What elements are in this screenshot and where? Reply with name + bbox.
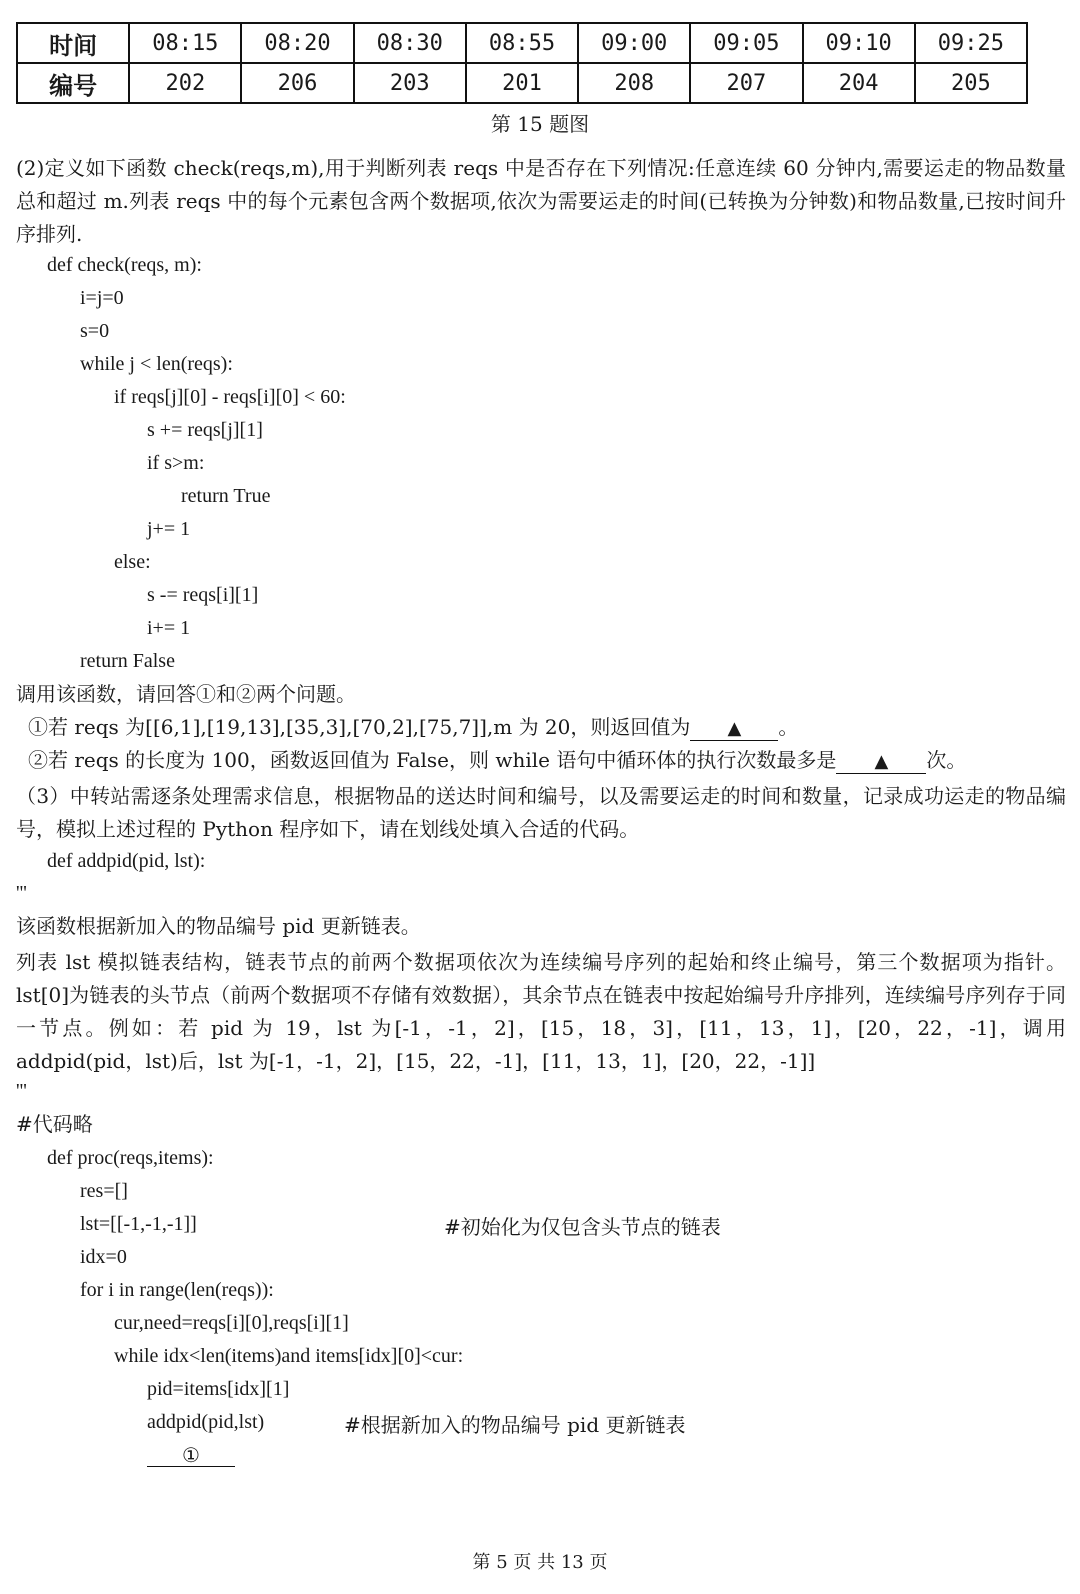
table-row: [17, 63, 1027, 103]
docstring-quote: ''': [16, 1080, 27, 1102]
code-comment: #初始化为仅包含头节点的链表: [444, 1215, 721, 1239]
code-line: i=j=0: [80, 287, 124, 309]
doc-line: 该函数根据新加入的物品编号 pid 更新链表。: [16, 914, 421, 938]
code-line: j+= 1: [147, 518, 191, 540]
schedule-table: [16, 22, 1028, 104]
table-cell: 08:15: [129, 23, 241, 63]
table-cell: 09:05: [690, 23, 802, 63]
code-line: def addpid(pid, lst):: [47, 850, 206, 872]
q3-intro: （3）中转站需逐条处理需求信息，根据物品的送达时间和编号，以及需要运走的时间和数量，记录成功运走的物品编号，模拟上述过程的 Python 程序如下，请在划线处填入合适的代码。: [16, 784, 1066, 841]
code-comment: #根据新加入的物品编号 pid 更新链表: [344, 1413, 686, 1437]
doc-paragraph: 列表 lst 模拟链表结构，链表节点的前两个数据项依次为连续编号序列的起始和终止编号，第三个数据项为指针。lst[0]为链表的头节点（前两个数据项不存储有效数据），其余节点在链表中按起始编号升序排列，连续编号序列存于同一节点。例如：若 pid 为 19，lst 为[-1，-1，2]，[15，18，3]，[11，13，1]，[20，22，-1]，调用 addpid(pid，lst)后，lst 为[-1，-1，2]，[15，22，-1]，[11，13，1]，[20，22，-1]]: [16, 950, 1066, 1073]
docstring-quote: ''': [16, 882, 27, 904]
table-cell: 205: [915, 63, 1027, 103]
table-cell: 08:30: [354, 23, 466, 63]
code-line: cur,need=reqs[i][0],reqs[i][1]: [114, 1312, 349, 1334]
code-line: def check(reqs, m):: [47, 254, 202, 276]
code-line: def proc(reqs,items):: [47, 1147, 214, 1169]
code-comment: #代码略: [16, 1112, 93, 1136]
table-cell: 09:25: [915, 23, 1027, 63]
q2-sub1-text: ①若 reqs 为[[6,1],[19,13],[35,3],[70,2],[75,7]],m 为 20，则返回值为: [28, 715, 691, 739]
code-line: if s>m:: [147, 452, 205, 474]
blank-1[interactable]: [147, 1442, 235, 1468]
code-line: s=0: [80, 320, 110, 342]
q2-intro: (2)定义如下函数 check(reqs,m),用于判断列表 reqs 中是否存在下列情况:任意连续 60 分钟内,需要运走的物品数量总和超过 m.列表 reqs 中的每个元素包含两个数据项,依次为需要运走的时间(已转换为分钟数)和物品数量,已按时间升序排列.: [16, 156, 1066, 246]
code-line: addpid(pid,lst): [147, 1411, 265, 1433]
table-header-id: 编号: [17, 63, 129, 103]
table-cell: 201: [466, 63, 578, 103]
figure-caption: 第 15 题图: [490, 112, 590, 136]
q2-sub2-text: ②若 reqs 的长度为 100，函数返回值为 False，则 while 语句中循环体的执行次数最多是: [28, 748, 837, 772]
code-line: return False: [80, 650, 175, 672]
q2-sub1-end: 。: [778, 715, 799, 739]
table-row: [17, 23, 1027, 63]
table-cell: 207: [690, 63, 802, 103]
code-line: lst=[[-1,-1,-1]]: [80, 1213, 197, 1235]
table-cell: 203: [354, 63, 466, 103]
code-line: while idx<len(items)and items[idx][0]<cur:: [114, 1345, 464, 1367]
q2-sub2-end: 次。: [926, 748, 967, 772]
code-line: i+= 1: [147, 617, 191, 639]
table-cell: 202: [129, 63, 241, 103]
table-cell: 208: [578, 63, 690, 103]
table-cell: 206: [241, 63, 353, 103]
code-line: return True: [181, 485, 271, 507]
table-cell: 09:00: [578, 23, 690, 63]
code-line: s += reqs[j][1]: [147, 419, 263, 441]
table-cell: 09:10: [803, 23, 915, 63]
code-line: s -= reqs[i][1]: [147, 584, 259, 606]
triangle-icon: ▲: [727, 718, 742, 739]
code-line: idx=0: [80, 1246, 127, 1268]
answer-blank[interactable]: [836, 749, 926, 774]
q2-sub2: [28, 747, 966, 774]
q2-prompt: 调用该函数，请回答①和②两个问题。: [16, 682, 356, 706]
code-line: for i in range(len(reqs)):: [80, 1279, 274, 1301]
code-line: while j < len(reqs):: [80, 353, 233, 375]
table-cell: 08:20: [241, 23, 353, 63]
answer-blank[interactable]: [690, 716, 778, 741]
page-footer: 第 5 页 共 13 页: [472, 1552, 608, 1573]
table-cell: 204: [803, 63, 915, 103]
triangle-icon: ▲: [874, 751, 889, 772]
code-line: if reqs[j][0] - reqs[i][0] < 60:: [114, 386, 346, 408]
q2-sub1: [28, 714, 798, 741]
answer-blank[interactable]: ①: [147, 1444, 235, 1467]
code-line: pid=items[idx][1]: [147, 1378, 290, 1400]
table-header-time: 时间: [17, 23, 129, 63]
code-line: else:: [114, 551, 151, 573]
table-cell: 08:55: [466, 23, 578, 63]
code-line: res=[]: [80, 1180, 128, 1202]
